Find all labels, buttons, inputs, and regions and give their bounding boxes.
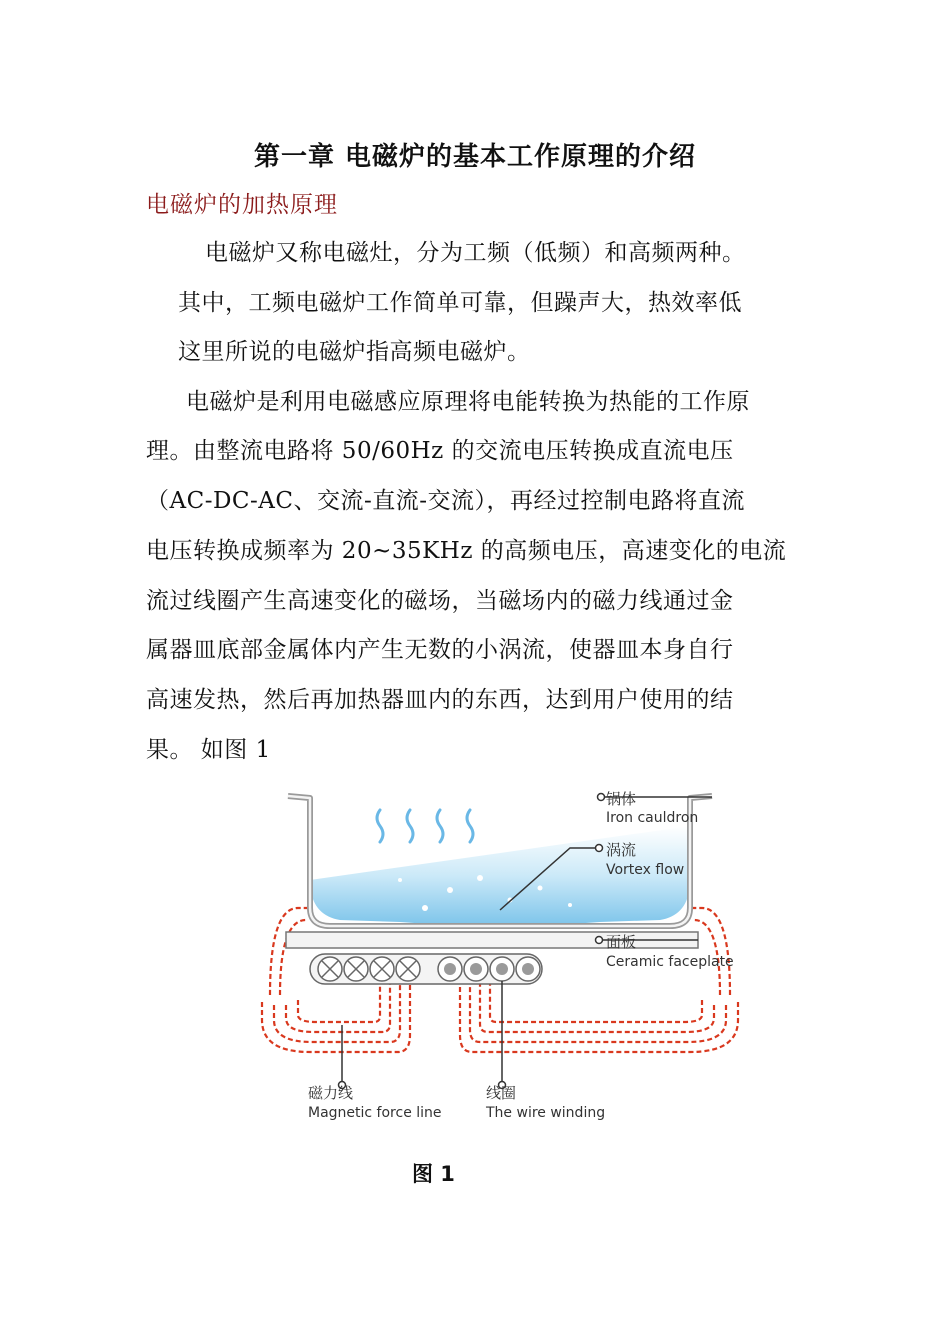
paragraph2-line: 高速发热，然后再加热器皿内的东西，达到用户使用的结 (146, 687, 734, 713)
figure-caption: 图 1 (412, 1162, 455, 1186)
section-heading: 电磁炉的加热原理 (146, 192, 338, 218)
paragraph1-line: 其中，工频电磁炉工作简单可靠，但躁声大，热效率低 (178, 290, 742, 316)
label-vortex-en: Vortex flow (606, 862, 685, 878)
paragraph2-line: 果。 如图 1 (146, 737, 271, 763)
paragraph1-line: 这里所说的电磁炉指高频电磁炉。 (178, 339, 531, 365)
label-cauldron-cn: 锅体 (606, 790, 637, 808)
label-faceplate-cn: 面板 (606, 933, 637, 951)
label-magnetic-cn: 磁力线 (308, 1084, 354, 1102)
label-cauldron-en: Iron cauldron (606, 810, 699, 826)
label-winding-cn: 线圈 (486, 1084, 517, 1102)
paragraph2-line: 电磁炉是利用电磁感应原理将电能转换为热能的工作原 (186, 389, 750, 415)
paragraph2-line: 电压转换成频率为 20~35KHz 的高频电压，高速变化的电流 (146, 538, 787, 564)
chapter-title: 第一章 电磁炉的基本工作原理的介绍 (253, 142, 697, 172)
label-vortex-cn: 涡流 (606, 841, 637, 859)
wire-winding (310, 954, 542, 984)
paragraph1-line: 电磁炉又称电磁灶，分为工频（低频）和高频两种。 (205, 240, 746, 266)
paragraph2-line: 属器皿底部金属体内产生无数的小涡流，使器皿本身自行 (146, 637, 734, 663)
paragraph2-line: （AC-DC-AC、交流-直流-交流），再经过控制电路将直流 (146, 488, 746, 514)
label-magnetic-en: Magnetic force line (308, 1105, 442, 1121)
label-faceplate-en: Ceramic faceplate (606, 954, 734, 970)
paragraph2-line: 流过线圈产生高速变化的磁场，当磁场内的磁力线通过金 (146, 588, 734, 614)
label-winding-en: The wire winding (486, 1105, 606, 1121)
paragraph2-line: 理。由整流电路将 50/60Hz 的交流电压转换成直流电压 (146, 438, 734, 464)
induction-cooker-diagram (250, 780, 750, 1130)
